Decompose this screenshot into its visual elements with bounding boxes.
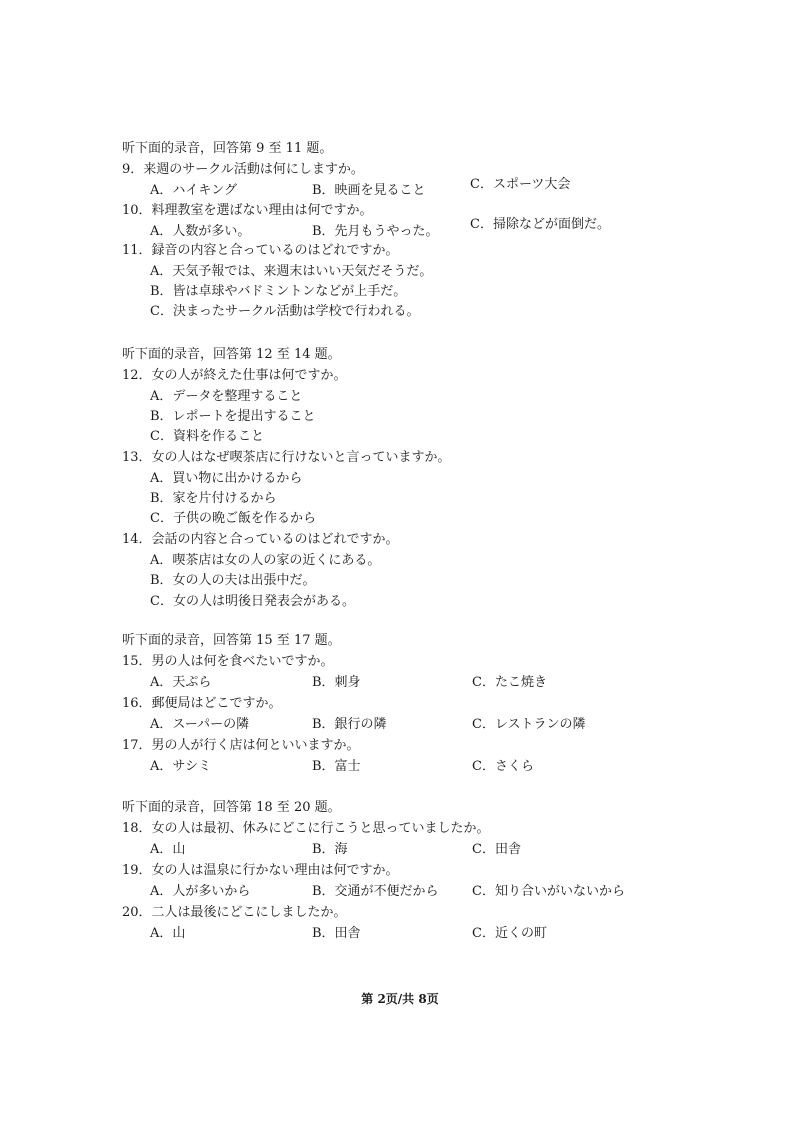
q20-option-c: C．近くの町: [472, 926, 547, 941]
q18-option-a: A．山: [150, 842, 186, 857]
q14-option-a: A．喫茶店は女の人の家の近くにある。: [150, 553, 381, 568]
section-header-18-20: 听下面的录音，回答第 18 至 20 题。: [122, 800, 341, 815]
q10-option-a: A．人数が多い。: [150, 224, 251, 239]
q20-option-a: A．山: [150, 926, 186, 941]
q11-option-a: A．天気予報では、来週末はいい天気だそうだ。: [150, 264, 433, 279]
q12-option-a: A．データを整理すること: [150, 389, 303, 404]
q13-option-c: C．子供の晩ご飯を作るから: [150, 511, 316, 526]
question-15: 15．男の人は何を食べたいですか。: [122, 654, 334, 669]
q9-option-a: A．ハイキング: [150, 183, 237, 198]
q9-option-b: B．映画を見ること: [312, 183, 426, 198]
q16-option-b: B．銀行の隣: [312, 717, 387, 732]
q13-option-a: A．買い物に出かけるから: [150, 471, 303, 486]
q13-option-b: B．家を片付けるから: [150, 491, 277, 506]
q12-option-b: B．レポートを提出すること: [150, 409, 316, 424]
question-17: 17．男の人が行く店は何といいますか。: [122, 738, 360, 753]
question-9: 9．来週のサークル活動は何にしますか。: [122, 162, 364, 177]
q18-option-b: B．海: [312, 842, 348, 857]
question-10: 10．料理教室を選ばない理由は何ですか。: [122, 203, 373, 218]
q10-option-c: C．掃除などが面倒だ。: [470, 217, 610, 232]
q17-option-c: C．さくら: [472, 759, 534, 774]
question-20: 20．二人は最後にどこにしましたか。: [122, 905, 347, 920]
q14-option-b: B．女の人の夫は出張中だ。: [150, 573, 316, 588]
q17-option-b: B．富士: [312, 759, 361, 774]
q12-option-c: C．資料を作ること: [150, 429, 264, 444]
question-12: 12．女の人が終えた仕事は何ですか。: [122, 368, 347, 383]
question-19: 19．女の人は温泉に行かない理由は何ですか。: [122, 863, 399, 878]
q14-option-c: C．女の人は明後日発表会がある。: [150, 594, 355, 609]
q10-option-b: B．先月もうやった。: [312, 224, 439, 239]
q17-option-a: A．サシミ: [150, 759, 212, 774]
q11-option-c: C．決まったサークル活動は学校で行われる。: [150, 304, 420, 319]
question-18: 18．女の人は最初、休みにどこに行こうと思っていましたか。: [122, 821, 490, 836]
page-number-footer: 第 2页/共 8页: [361, 992, 439, 1006]
q18-option-c: C．田舎: [472, 842, 521, 857]
q19-option-c: C．知り合いがいないから: [472, 884, 625, 899]
q15-option-b: B．刺身: [312, 675, 361, 690]
q20-option-b: B．田舎: [312, 926, 361, 941]
section-header-15-17: 听下面的录音，回答第 15 至 17 题。: [122, 633, 341, 648]
q16-option-a: A．スーパーの隣: [150, 717, 250, 732]
q11-option-b: B．皆は卓球やバドミントンなどが上手だ。: [150, 284, 407, 299]
q16-option-c: C．レストランの隣: [472, 717, 586, 732]
question-11: 11．録音の内容と合っているのはどれですか。: [122, 243, 399, 258]
q15-option-c: C．たこ焼き: [472, 675, 547, 690]
question-13: 13．女の人はなぜ喫茶店に行けないと言っていますか。: [122, 450, 451, 465]
q15-option-a: A．天ぷら: [150, 675, 212, 690]
q9-option-c: C．スポーツ大会: [470, 177, 571, 192]
q19-option-a: A．人が多いから: [150, 884, 251, 899]
section-header-9-11: 听下面的录音，回答第 9 至 11 题。: [122, 141, 333, 156]
q19-option-b: B．交通が不便だから: [312, 884, 439, 899]
question-16: 16．郵便局はどこですか。: [122, 696, 282, 711]
section-header-12-14: 听下面的录音，回答第 12 至 14 题。: [122, 347, 341, 362]
question-14: 14．会話の内容と合っているのはどれですか。: [122, 532, 399, 547]
